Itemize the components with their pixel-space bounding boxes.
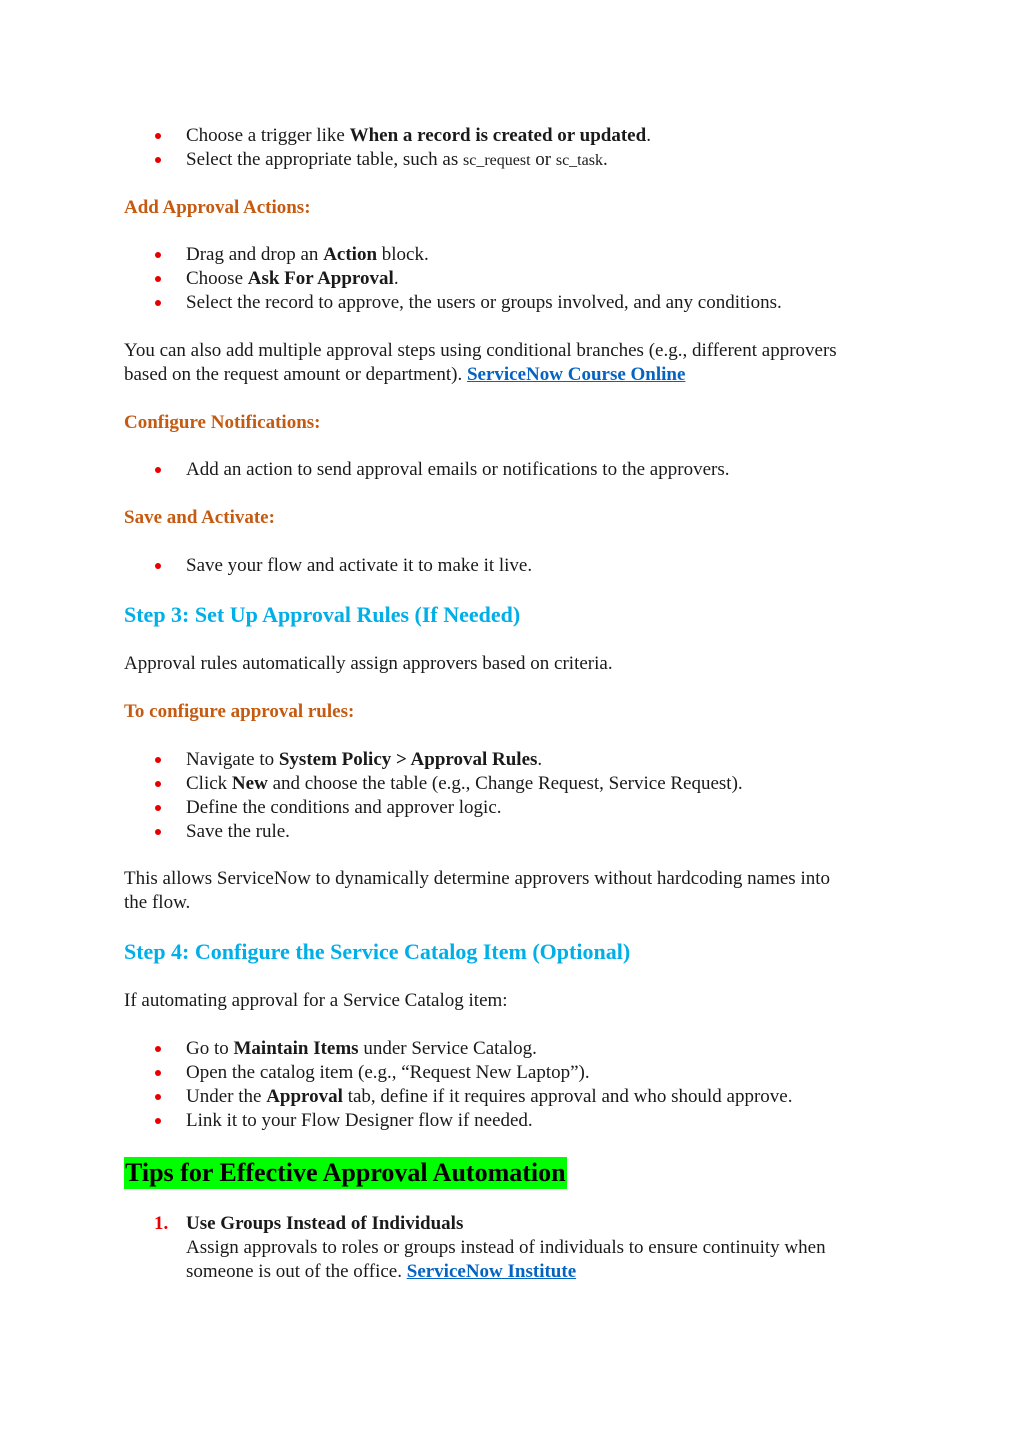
table-name-code: sc_request xyxy=(462,152,531,169)
list-item xyxy=(124,243,914,267)
step3-list-block xyxy=(124,748,914,844)
list-item-text: block. xyxy=(377,244,429,265)
servicenow-institute-link[interactable]: ServiceNow Institute xyxy=(406,1261,577,1282)
bullet-icon xyxy=(155,157,161,163)
list-item-text: Drag and drop an xyxy=(186,244,324,265)
list-item-text: or xyxy=(530,149,556,170)
step3-outro xyxy=(124,867,914,915)
bullet-icon xyxy=(155,467,161,473)
list-item-text: Choose xyxy=(186,268,248,289)
bullet-icon xyxy=(155,1046,161,1052)
list-item xyxy=(124,772,914,796)
configure-notifications-heading: Configure Notifications: xyxy=(124,412,321,433)
add-approval-list-block xyxy=(124,243,914,315)
paragraph-line xyxy=(124,363,914,387)
list-item-bold: System Policy > Approval Rules xyxy=(278,749,538,770)
step3-intro: Approval rules automatically assign approvers based on criteria. xyxy=(124,653,613,674)
list-item-text: Navigate to xyxy=(186,749,279,770)
list-item-text: Define the conditions and approver logic. xyxy=(186,797,502,818)
list-item-text: Add an action to send approval emails or notifications to the approvers. xyxy=(186,459,730,480)
step3-list xyxy=(124,748,914,844)
paragraph-line: You can also add multiple approval steps using conditional branches (e.g., different approvers xyxy=(124,340,837,361)
bullet-icon xyxy=(155,805,161,811)
list-item-text: Choose a trigger like xyxy=(186,125,350,146)
bullet-icon xyxy=(155,133,161,139)
list-item xyxy=(124,796,914,820)
tips-heading-block xyxy=(124,1157,914,1189)
step4-list-block xyxy=(124,1037,914,1133)
bullet-icon xyxy=(155,300,161,306)
bullet-icon xyxy=(155,252,161,258)
list-item-text: Open the catalog item (e.g., “Request New Laptop”). xyxy=(186,1062,590,1083)
list-number: 1. xyxy=(154,1213,169,1234)
list-item xyxy=(124,1109,914,1133)
paragraph-line: This allows ServiceNow to dynamically determine approvers without hardcoding names into xyxy=(124,868,830,889)
bullet-icon xyxy=(155,829,161,835)
list-item xyxy=(124,458,914,482)
paragraph-text: based on the request amount or department). xyxy=(124,364,467,385)
servicenow-course-link[interactable]: ServiceNow Course Online xyxy=(466,364,686,385)
list-item xyxy=(124,554,914,578)
save-activate-heading: Save and Activate: xyxy=(124,507,275,528)
list-item-bold: Action xyxy=(323,244,378,265)
list-item-text: and choose the table (e.g., Change Request, Service Request). xyxy=(267,773,743,794)
list-item-bold: Approval xyxy=(266,1086,343,1107)
step4-heading: Step 4: Configure the Service Catalog Item (Optional) xyxy=(124,939,631,964)
list-item xyxy=(124,748,914,772)
bullet-icon xyxy=(155,781,161,787)
list-item-text: under Service Catalog. xyxy=(358,1038,537,1059)
list-item-text: . xyxy=(602,149,608,170)
add-approval-heading: Add Approval Actions: xyxy=(124,197,311,218)
list-item-text: . xyxy=(537,749,543,770)
step3-heading: Step 3: Set Up Approval Rules (If Needed) xyxy=(124,602,521,627)
step4-intro: If automating approval for a Service Catalog item: xyxy=(124,990,508,1011)
list-item xyxy=(124,1037,914,1061)
list-item xyxy=(124,1212,914,1284)
list-item-text: Save your flow and activate it to make it live. xyxy=(186,555,533,576)
list-item xyxy=(124,124,914,148)
step3-subheading: To configure approval rules: xyxy=(124,701,355,722)
list-item-text: Under the xyxy=(186,1086,267,1107)
list-item-text: Click xyxy=(186,773,232,794)
bullet-icon xyxy=(155,1070,161,1076)
list-item-text: Select the appropriate table, such as xyxy=(186,149,463,170)
tip-title: Use Groups Instead of Individuals xyxy=(186,1213,464,1234)
list-item xyxy=(124,820,914,844)
list-item-text: Link it to your Flow Designer flow if needed. xyxy=(186,1110,533,1131)
approval-paragraph xyxy=(124,339,914,387)
bullet-icon xyxy=(155,563,161,569)
bullet-icon xyxy=(155,1094,161,1100)
add-approval-list xyxy=(124,243,914,315)
list-item-text: . xyxy=(393,268,399,289)
paragraph-line: the flow. xyxy=(124,892,191,913)
trigger-list-block xyxy=(124,124,914,173)
table-name-code: sc_task xyxy=(555,152,603,169)
tip-text: someone is out of the office. xyxy=(186,1261,407,1282)
tip-text: Assign approvals to roles or groups instead of individuals to ensure continuity when xyxy=(186,1237,826,1258)
list-item xyxy=(124,1085,914,1109)
notifications-list xyxy=(124,458,914,482)
notifications-list-block xyxy=(124,458,914,482)
save-activate-list xyxy=(124,554,914,578)
tips-heading: Tips for Effective Approval Automation xyxy=(125,1158,566,1187)
tip-text-line xyxy=(186,1260,914,1284)
list-item xyxy=(124,1061,914,1085)
step4-list xyxy=(124,1037,914,1133)
list-item xyxy=(124,267,914,291)
trigger-list xyxy=(124,124,914,173)
list-item-text: tab, define if it requires approval and who should approve. xyxy=(342,1086,793,1107)
list-item xyxy=(124,148,914,173)
list-item-text: Save the rule. xyxy=(186,821,290,842)
bullet-icon xyxy=(155,276,161,282)
list-item xyxy=(124,291,914,315)
list-item-bold: New xyxy=(231,773,268,794)
list-item-bold: When a record is created or updated xyxy=(349,125,647,146)
tips-list-block xyxy=(124,1212,914,1284)
save-activate-list-block xyxy=(124,554,914,578)
bullet-icon xyxy=(155,757,161,763)
list-item-text: . xyxy=(646,125,651,146)
tips-list xyxy=(124,1212,914,1284)
bullet-icon xyxy=(155,1118,161,1124)
list-item-bold: Ask For Approval xyxy=(247,268,394,289)
list-item-text: Go to xyxy=(186,1038,234,1059)
list-item-text: Select the record to approve, the users or groups involved, and any conditions. xyxy=(186,292,782,313)
list-item-bold: Maintain Items xyxy=(233,1038,359,1059)
